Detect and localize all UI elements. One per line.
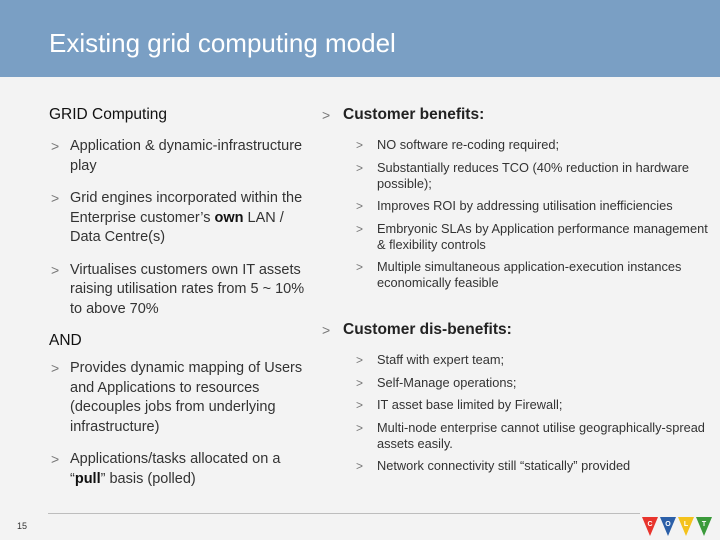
bullet-arrow-icon: >: [356, 138, 364, 152]
bullet-text-bold: own: [214, 209, 244, 226]
bullet-arrow-icon: >: [51, 138, 60, 154]
bullet-arrow-icon: >: [356, 375, 364, 390]
logo-letter-l: L: [683, 521, 689, 528]
bullet-text-pre: Grid engines incorporated within the Enterprise customer’s: [70, 190, 303, 226]
bullet-text: Provides dynamic mapping of Users and Applications to resources (decouples jobs from underlying infrastructure): [70, 360, 303, 435]
disbenefit-text: Staff with expert team;: [377, 352, 505, 367]
bullet-arrow-icon: >: [356, 221, 364, 236]
benefit-text: Improves ROI by addressing utilisation inefficiencies: [377, 198, 673, 213]
disbenefit-item: [356, 375, 712, 391]
slide-title: Existing grid computing model: [49, 28, 396, 58]
left-bullet-3: [49, 261, 311, 320]
benefit-item: [356, 198, 712, 214]
disbenefit-text: Self-Manage operations;: [377, 374, 517, 390]
bullet-arrow-icon: >: [356, 459, 364, 473]
logo-letter-o: O: [665, 521, 671, 528]
disbenefits-list: [356, 352, 712, 474]
bullet-arrow-icon: >: [356, 353, 364, 367]
logo-letter-t: T: [701, 521, 707, 528]
disbenefit-item: [356, 458, 712, 474]
benefits-heading: [322, 106, 712, 124]
bullet-text-bold: pull: [74, 470, 101, 487]
logo-letter-c: C: [647, 521, 653, 528]
disbenefits-section: [322, 321, 712, 474]
disbenefit-item: [356, 420, 712, 452]
benefit-item: [356, 137, 712, 153]
right-column: [322, 106, 712, 481]
left-bullet-2: [49, 189, 311, 248]
disbenefits-heading: [322, 321, 712, 339]
bullet-text-pre: Applications/tasks allocated on a “: [70, 451, 281, 487]
bullet-text: Virtualises customers own IT assets raising utilisation rates from 5 ~ 10% to above 70%: [70, 261, 305, 317]
left-column: [49, 106, 311, 502]
disbenefit-item: [356, 352, 712, 368]
disbenefit-text: Multi-node enterprise cannot utilise geographically-spread assets easily.: [377, 419, 705, 451]
bullet-text-post: ” basis (polled): [100, 470, 196, 487]
benefit-text: NO software re-coding required;: [377, 137, 560, 152]
title-bar: [0, 0, 720, 77]
bullet-arrow-icon: >: [51, 261, 60, 278]
disbenefit-text: Network connectivity still “statically” provided: [377, 458, 631, 473]
bullet-arrow-icon: >: [356, 420, 364, 435]
left-bullet-5: [49, 450, 311, 489]
benefit-item: [356, 160, 712, 192]
bullet-arrow-icon: >: [356, 260, 364, 274]
disbenefit-item: [356, 397, 712, 413]
bullet-arrow-icon: >: [51, 451, 60, 467]
benefit-text: Substantially reduces TCO (40% reduction in hardware possible);: [377, 159, 690, 191]
bullet-text-post: LAN / Data Centre(s): [70, 209, 284, 245]
benefit-text: Multiple simultaneous application-execution instances economically feasible: [377, 259, 682, 290]
bullet-text: Application & dynamic-infrastructure play: [70, 138, 303, 174]
benefit-item: [356, 221, 712, 253]
bullet-arrow-icon: >: [356, 199, 364, 213]
benefits-list: [356, 137, 712, 291]
bullet-arrow-icon: >: [51, 360, 60, 376]
grid-computing-heading: GRID Computing: [49, 106, 168, 123]
bullet-arrow-icon: >: [51, 190, 60, 206]
page-number: 15: [17, 521, 28, 531]
benefit-item: [356, 259, 712, 291]
bullet-arrow-icon: >: [322, 322, 331, 338]
benefit-text: Embryonic SLAs by Application performance management & flexibility controls: [377, 220, 708, 252]
bullet-arrow-icon: >: [356, 398, 364, 412]
benefits-section: [322, 106, 712, 291]
disbenefit-text: IT asset base limited by Firewall;: [377, 397, 563, 412]
benefits-heading-text: Customer benefits:: [343, 106, 485, 123]
bullet-arrow-icon: >: [322, 107, 331, 123]
bullet-arrow-icon: >: [356, 160, 364, 175]
colt-logo: [641, 514, 715, 538]
and-label: AND: [49, 332, 82, 349]
footer-divider: [48, 513, 640, 514]
left-bullet-1: [49, 137, 311, 176]
disbenefits-heading-text: Customer dis-benefits:: [343, 321, 512, 338]
left-bullet-4: [49, 359, 311, 437]
